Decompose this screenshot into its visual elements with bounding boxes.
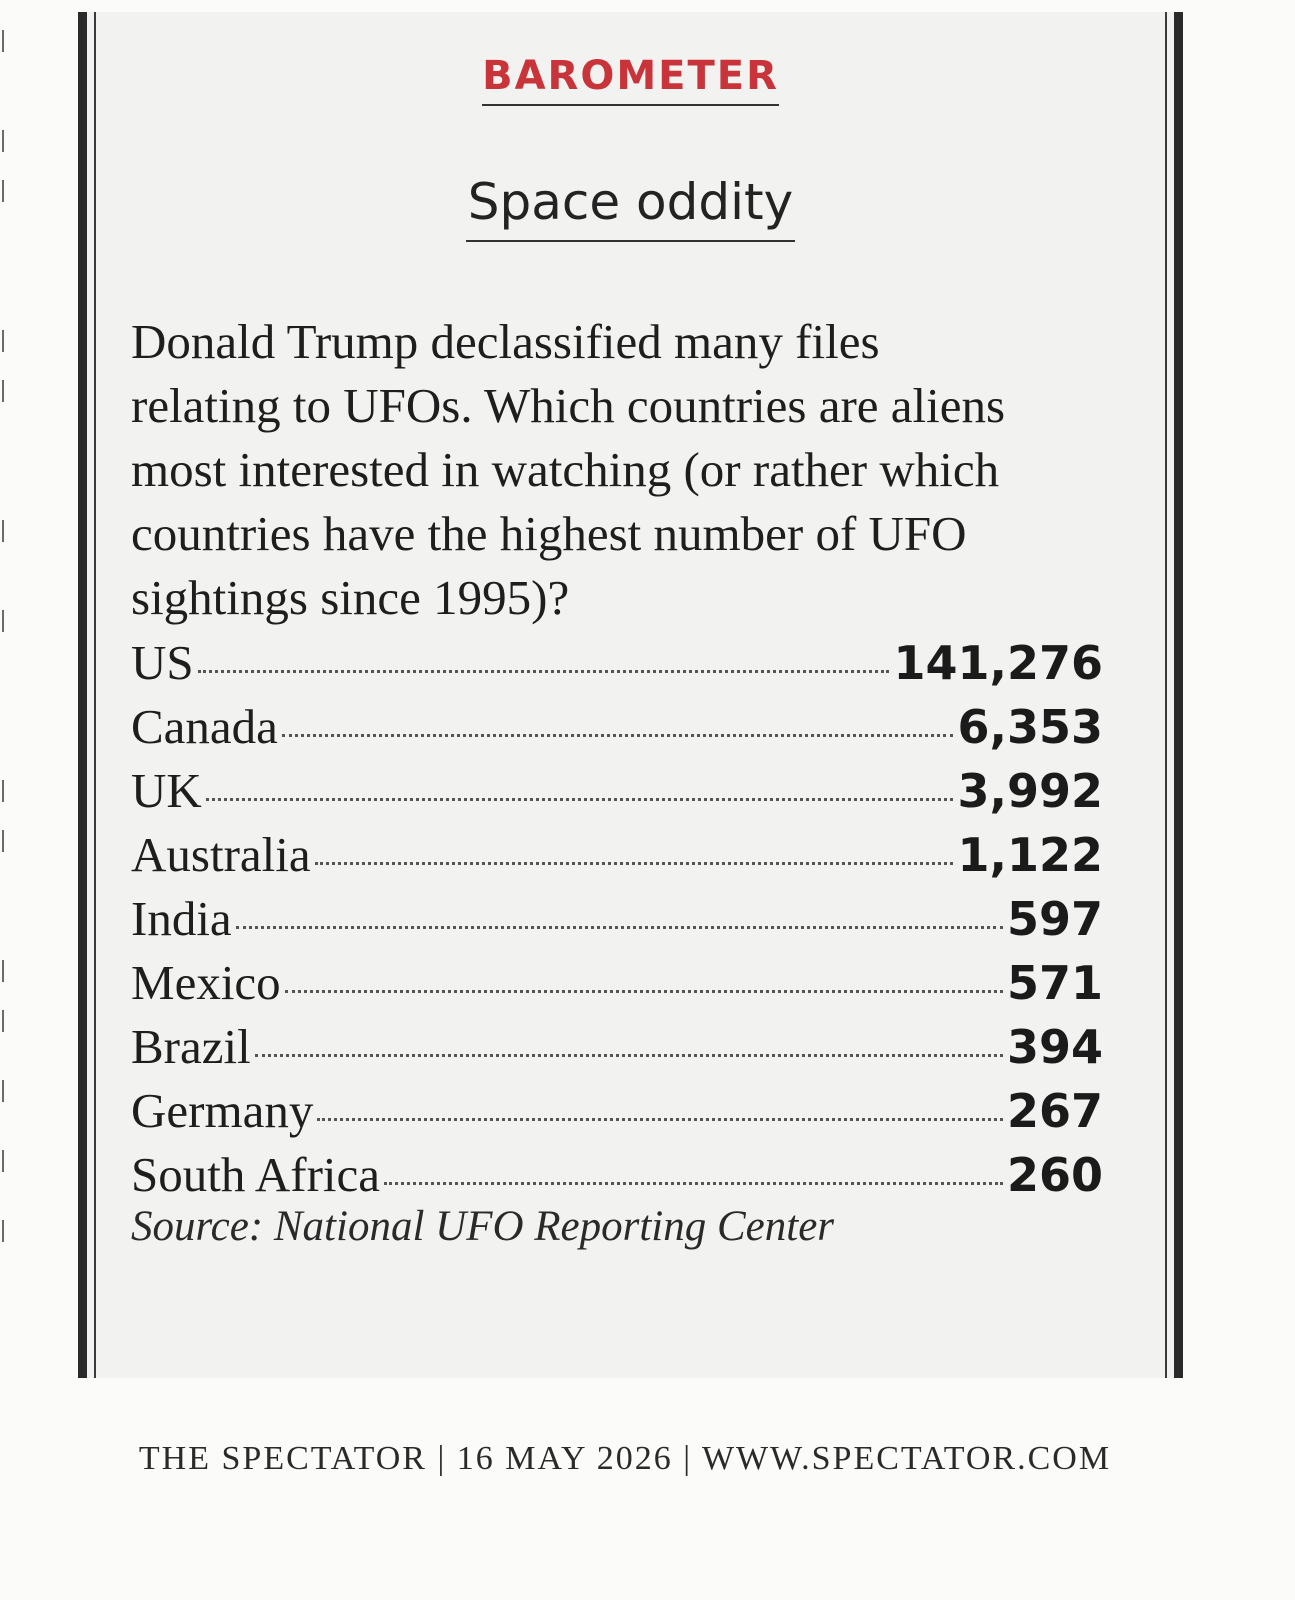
dot-leader [285, 990, 1003, 993]
country-name: UK [131, 763, 202, 818]
country-name: South Africa [131, 1147, 381, 1202]
country-name: India [131, 891, 232, 946]
country-name: Canada [131, 699, 278, 754]
dot-leader [206, 798, 954, 801]
footer-separator: | [683, 1440, 693, 1477]
sightings-count: 597 [1006, 892, 1103, 946]
country-name: Mexico [131, 955, 281, 1010]
section-kicker [78, 54, 1183, 106]
country-name: Brazil [131, 1019, 251, 1074]
dot-leader [384, 1182, 1003, 1185]
list-item [131, 698, 1103, 762]
dot-leader [317, 1118, 1003, 1121]
sightings-count: 394 [1006, 1020, 1103, 1074]
list-item [131, 1018, 1103, 1082]
footer-separator: | [437, 1440, 447, 1477]
list-item [131, 954, 1103, 1018]
page-footer [0, 1440, 1250, 1478]
sightings-count: 3,992 [957, 764, 1103, 818]
sightings-count: 1,122 [957, 828, 1103, 882]
country-name: Germany [131, 1083, 314, 1138]
sightings-list [131, 634, 1103, 1210]
sightings-count: 571 [1006, 956, 1103, 1010]
list-item [131, 826, 1103, 890]
kicker-text: BAROMETER [482, 54, 779, 106]
dot-leader [255, 1054, 1003, 1057]
sightings-count: 260 [1006, 1148, 1103, 1202]
intro-paragraph: Donald Trump declassified many files relating to UFOs. Which countries are aliens most interested in watching (or rather which countries have the highest number of UFO sightings since 1995)? [131, 314, 1006, 625]
adjacent-column-bleed [0, 0, 12, 1330]
sightings-count: 267 [1006, 1084, 1103, 1138]
website-url: WWW.SPECTATOR.COM [701, 1440, 1112, 1477]
list-item [131, 1082, 1103, 1146]
country-name: Australia [131, 827, 311, 882]
dot-leader [315, 862, 954, 865]
dot-leader [198, 670, 890, 673]
list-item [131, 890, 1103, 954]
country-name: US [131, 635, 194, 690]
issue-date: 16 MAY 2026 [456, 1440, 673, 1477]
dot-leader [236, 926, 1003, 929]
list-item [131, 762, 1103, 826]
article-headline [78, 175, 1183, 242]
list-item [131, 1146, 1103, 1210]
sightings-count: 141,276 [893, 636, 1103, 690]
dot-leader [282, 734, 954, 737]
headline-text: Space oddity [466, 175, 795, 242]
barometer-panel [78, 12, 1183, 1378]
sightings-count: 6,353 [957, 700, 1103, 754]
publication-name: THE SPECTATOR [138, 1440, 427, 1477]
source-credit: Source: National UFO Reporting Center [131, 1203, 835, 1250]
list-item [131, 634, 1103, 698]
